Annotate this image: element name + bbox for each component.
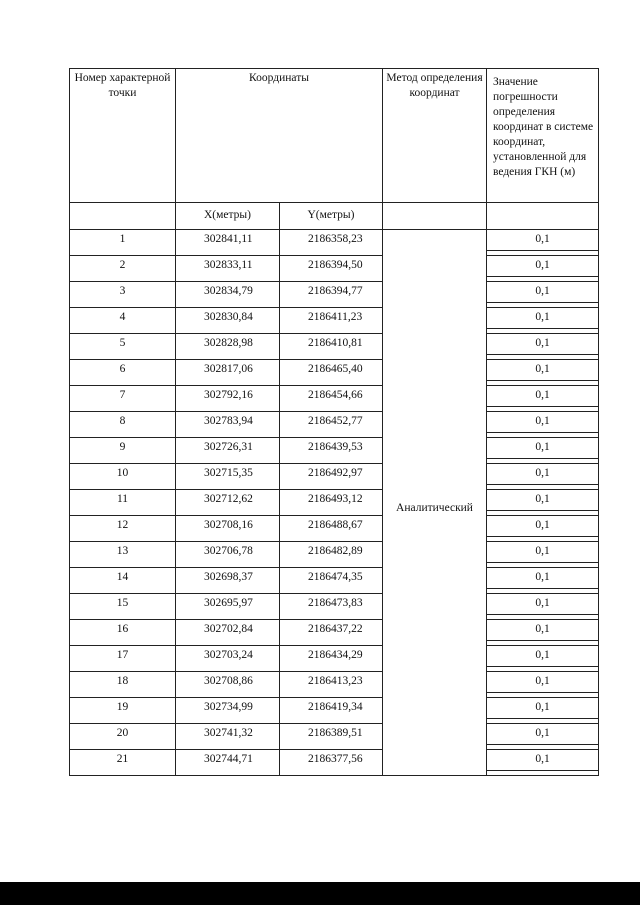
y-coordinate-cell (280, 490, 383, 516)
error-value-cell (487, 256, 599, 282)
table-row (70, 490, 599, 516)
point-number-cell (70, 646, 176, 672)
point-number-cell-text: 9 (119, 441, 126, 453)
table-row (70, 360, 599, 386)
x-coordinate-cell (176, 334, 280, 360)
x-coordinate-cell (176, 542, 280, 568)
error-value-cell (487, 516, 599, 542)
x-coordinate-cell (176, 568, 280, 594)
x-coordinate-cell (176, 750, 280, 776)
error-value-text: 0,1 (487, 334, 598, 355)
error-value-cell (487, 438, 599, 464)
error-value-text: 0,1 (487, 464, 598, 485)
y-coordinate-cell (280, 438, 383, 464)
x-coordinate-cell (176, 516, 280, 542)
table-row (70, 308, 599, 334)
error-value-text: 0,1 (487, 308, 598, 329)
x-coordinate-cell (176, 412, 280, 438)
x-coordinate-cell-text: 302712,62 (204, 493, 253, 505)
header-x: X(метры) (176, 203, 280, 230)
error-value-text: 0,1 (487, 698, 598, 719)
point-number-cell (70, 724, 176, 750)
x-coordinate-cell (176, 308, 280, 334)
point-number-cell (70, 438, 176, 464)
error-value-cell (487, 594, 599, 620)
point-number-cell-text: 2 (119, 259, 126, 271)
subheader-empty-1 (70, 203, 176, 230)
table-row (70, 516, 599, 542)
y-coordinate-cell (280, 698, 383, 724)
y-coordinate-cell-text: 2186410,81 (308, 337, 363, 349)
error-value-text: 0,1 (487, 412, 598, 433)
y-coordinate-cell-text: 2186493,12 (308, 493, 363, 505)
x-coordinate-cell (176, 724, 280, 750)
point-number-cell-text: 5 (119, 337, 126, 349)
point-number-cell (70, 672, 176, 698)
point-number-cell-text: 17 (116, 649, 129, 661)
error-value-cell (487, 282, 599, 308)
point-number-cell-text: 11 (116, 493, 129, 505)
point-number-cell (70, 594, 176, 620)
x-coordinate-cell-text: 302708,86 (204, 675, 253, 687)
header-point-number: Номер характерной точки (70, 69, 176, 203)
point-number-cell (70, 360, 176, 386)
header-coordinates: Координаты (176, 69, 383, 203)
header-row (70, 69, 599, 203)
x-coordinate-cell-text: 302830,84 (204, 311, 253, 323)
y-coordinate-cell-text: 2186488,67 (308, 519, 363, 531)
error-value-cell (487, 490, 599, 516)
point-number-cell (70, 256, 176, 282)
x-coordinate-cell (176, 672, 280, 698)
table-row (70, 256, 599, 282)
y-coordinate-cell-text: 2186377,56 (308, 753, 363, 765)
x-coordinate-cell-text: 302792,16 (204, 389, 253, 401)
point-number-cell-text: 14 (116, 571, 129, 583)
x-coordinate-cell-text: 302702,84 (204, 623, 253, 635)
error-value-text: 0,1 (487, 620, 598, 641)
y-coordinate-cell (280, 256, 383, 282)
point-number-cell (70, 750, 176, 776)
error-value-cell (487, 230, 599, 256)
header-y: Y(метры) (280, 203, 383, 230)
error-value-cell (487, 334, 599, 360)
x-coordinate-cell (176, 282, 280, 308)
error-value-cell (487, 360, 599, 386)
error-value-cell (487, 698, 599, 724)
table-row (70, 672, 599, 698)
x-coordinate-cell (176, 594, 280, 620)
x-coordinate-cell (176, 256, 280, 282)
error-value-text: 0,1 (487, 516, 598, 537)
point-number-cell-text: 21 (116, 753, 129, 765)
table-row (70, 568, 599, 594)
y-coordinate-cell-text: 2186394,77 (308, 285, 363, 297)
x-coordinate-cell-text: 302706,78 (204, 545, 253, 557)
y-coordinate-cell (280, 594, 383, 620)
point-number-cell (70, 308, 176, 334)
point-number-cell (70, 698, 176, 724)
y-coordinate-cell (280, 568, 383, 594)
method-cell (383, 230, 487, 776)
x-coordinate-cell-text: 302841,11 (204, 233, 253, 245)
x-coordinate-cell (176, 646, 280, 672)
y-coordinate-cell (280, 542, 383, 568)
x-coordinate-cell (176, 698, 280, 724)
header-method: Метод определения координат (383, 69, 487, 203)
x-coordinate-cell (176, 490, 280, 516)
y-coordinate-cell-text: 2186411,23 (308, 311, 363, 323)
error-value-cell (487, 646, 599, 672)
table-row (70, 412, 599, 438)
point-number-cell (70, 620, 176, 646)
x-coordinate-cell-text: 302695,97 (204, 597, 253, 609)
point-number-cell-text: 13 (116, 545, 129, 557)
y-coordinate-cell (280, 620, 383, 646)
error-value-text: 0,1 (487, 282, 598, 303)
x-coordinate-cell (176, 386, 280, 412)
x-coordinate-cell-text: 302726,31 (204, 441, 253, 453)
error-value-cell (487, 724, 599, 750)
y-coordinate-cell-text: 2186482,89 (308, 545, 363, 557)
error-value-cell (487, 750, 599, 776)
error-value-cell (487, 464, 599, 490)
table-row (70, 334, 599, 360)
table-row (70, 542, 599, 568)
point-number-cell-text: 19 (116, 701, 129, 713)
error-value-text: 0,1 (487, 230, 598, 251)
y-coordinate-cell-text: 2186358,23 (308, 233, 363, 245)
x-coordinate-cell-text: 302817,06 (204, 363, 253, 375)
y-coordinate-cell (280, 386, 383, 412)
x-coordinate-cell (176, 620, 280, 646)
point-number-cell (70, 412, 176, 438)
table-row (70, 646, 599, 672)
error-value-text: 0,1 (487, 542, 598, 563)
table-row (70, 750, 599, 776)
x-coordinate-cell-text: 302833,11 (204, 259, 253, 271)
error-value-cell (487, 412, 599, 438)
table-row (70, 282, 599, 308)
point-number-cell-text: 18 (116, 675, 129, 687)
y-coordinate-cell-text: 2186419,34 (308, 701, 363, 713)
header-error-value: Значение погрешности определения координат в системе координат, установленной для ведения ГКН (м) (487, 69, 599, 203)
y-coordinate-cell (280, 464, 383, 490)
x-coordinate-cell-text: 302698,37 (204, 571, 253, 583)
point-number-cell (70, 464, 176, 490)
x-coordinate-cell-text: 302783,94 (204, 415, 253, 427)
point-number-cell-text: 8 (119, 415, 126, 427)
point-number-cell-text: 16 (116, 623, 129, 635)
table-row (70, 594, 599, 620)
point-number-cell-text: 6 (119, 363, 126, 375)
x-coordinate-cell-text: 302744,71 (204, 753, 253, 765)
table-row (70, 438, 599, 464)
y-coordinate-cell (280, 724, 383, 750)
x-coordinate-cell (176, 230, 280, 256)
x-coordinate-cell-text: 302708,16 (204, 519, 253, 531)
error-value-text: 0,1 (487, 750, 598, 771)
y-coordinate-cell-text: 2186394,50 (308, 259, 363, 271)
x-coordinate-cell-text: 302703,24 (204, 649, 253, 661)
point-number-cell (70, 334, 176, 360)
error-value-text: 0,1 (487, 594, 598, 615)
point-number-cell-text: 3 (119, 285, 126, 297)
y-coordinate-cell-text: 2186474,35 (308, 571, 363, 583)
subheader-empty-3 (487, 203, 599, 230)
x-coordinate-cell-text: 302741,32 (204, 727, 253, 739)
error-value-text: 0,1 (487, 490, 598, 511)
x-coordinate-cell (176, 464, 280, 490)
error-value-cell (487, 386, 599, 412)
x-coordinate-cell (176, 360, 280, 386)
coordinates-table (69, 68, 599, 776)
error-value-cell (487, 672, 599, 698)
point-number-cell-text: 15 (116, 597, 129, 609)
y-coordinate-cell-text: 2186454,66 (308, 389, 363, 401)
point-number-cell (70, 490, 176, 516)
x-coordinate-cell-text: 302834,79 (204, 285, 253, 297)
y-coordinate-cell-text: 2186389,51 (308, 727, 363, 739)
subheader-row (70, 203, 599, 230)
subheader-empty-2 (383, 203, 487, 230)
point-number-cell (70, 542, 176, 568)
y-coordinate-cell-text: 2186413,23 (308, 675, 363, 687)
y-coordinate-cell (280, 230, 383, 256)
point-number-cell (70, 568, 176, 594)
table-row (70, 698, 599, 724)
method-value: Аналитический (396, 501, 473, 514)
error-value-text: 0,1 (487, 568, 598, 589)
point-number-cell (70, 282, 176, 308)
y-coordinate-cell-text: 2186492,97 (308, 467, 363, 479)
error-value-text: 0,1 (487, 646, 598, 667)
y-coordinate-cell-text: 2186452,77 (308, 415, 363, 427)
y-coordinate-cell-text: 2186434,29 (308, 649, 363, 661)
y-coordinate-cell-text: 2186465,40 (308, 363, 363, 375)
error-value-text: 0,1 (487, 256, 598, 277)
error-value-cell (487, 308, 599, 334)
y-coordinate-cell-text: 2186437,22 (308, 623, 363, 635)
x-coordinate-cell-text: 302715,35 (204, 467, 253, 479)
error-value-cell (487, 620, 599, 646)
table-row (70, 620, 599, 646)
y-coordinate-cell (280, 672, 383, 698)
table-row (70, 724, 599, 750)
y-coordinate-cell (280, 360, 383, 386)
x-coordinate-cell-text: 302828,98 (204, 337, 253, 349)
table-row (70, 386, 599, 412)
error-value-text: 0,1 (487, 360, 598, 381)
error-value-text: 0,1 (487, 724, 598, 745)
y-coordinate-cell (280, 282, 383, 308)
point-number-cell-text: 1 (119, 233, 126, 245)
y-coordinate-cell-text: 2186439,53 (308, 441, 363, 453)
y-coordinate-cell (280, 646, 383, 672)
table-row (70, 464, 599, 490)
point-number-cell (70, 516, 176, 542)
error-value-cell (487, 542, 599, 568)
point-number-cell (70, 230, 176, 256)
scan-bottom-border (0, 882, 640, 905)
y-coordinate-cell (280, 516, 383, 542)
point-number-cell-text: 7 (119, 389, 126, 401)
error-value-cell (487, 568, 599, 594)
y-coordinate-cell-text: 2186473,83 (308, 597, 363, 609)
y-coordinate-cell (280, 412, 383, 438)
error-value-text: 0,1 (487, 386, 598, 407)
point-number-cell-text: 20 (116, 727, 129, 739)
table-row (70, 230, 599, 256)
point-number-cell-text: 4 (119, 311, 126, 323)
error-value-text: 0,1 (487, 438, 598, 459)
x-coordinate-cell-text: 302734,99 (204, 701, 253, 713)
y-coordinate-cell (280, 308, 383, 334)
point-number-cell-text: 12 (116, 519, 129, 531)
y-coordinate-cell (280, 334, 383, 360)
error-value-text: 0,1 (487, 672, 598, 693)
point-number-cell (70, 386, 176, 412)
x-coordinate-cell (176, 438, 280, 464)
point-number-cell-text: 10 (116, 467, 129, 479)
y-coordinate-cell (280, 750, 383, 776)
